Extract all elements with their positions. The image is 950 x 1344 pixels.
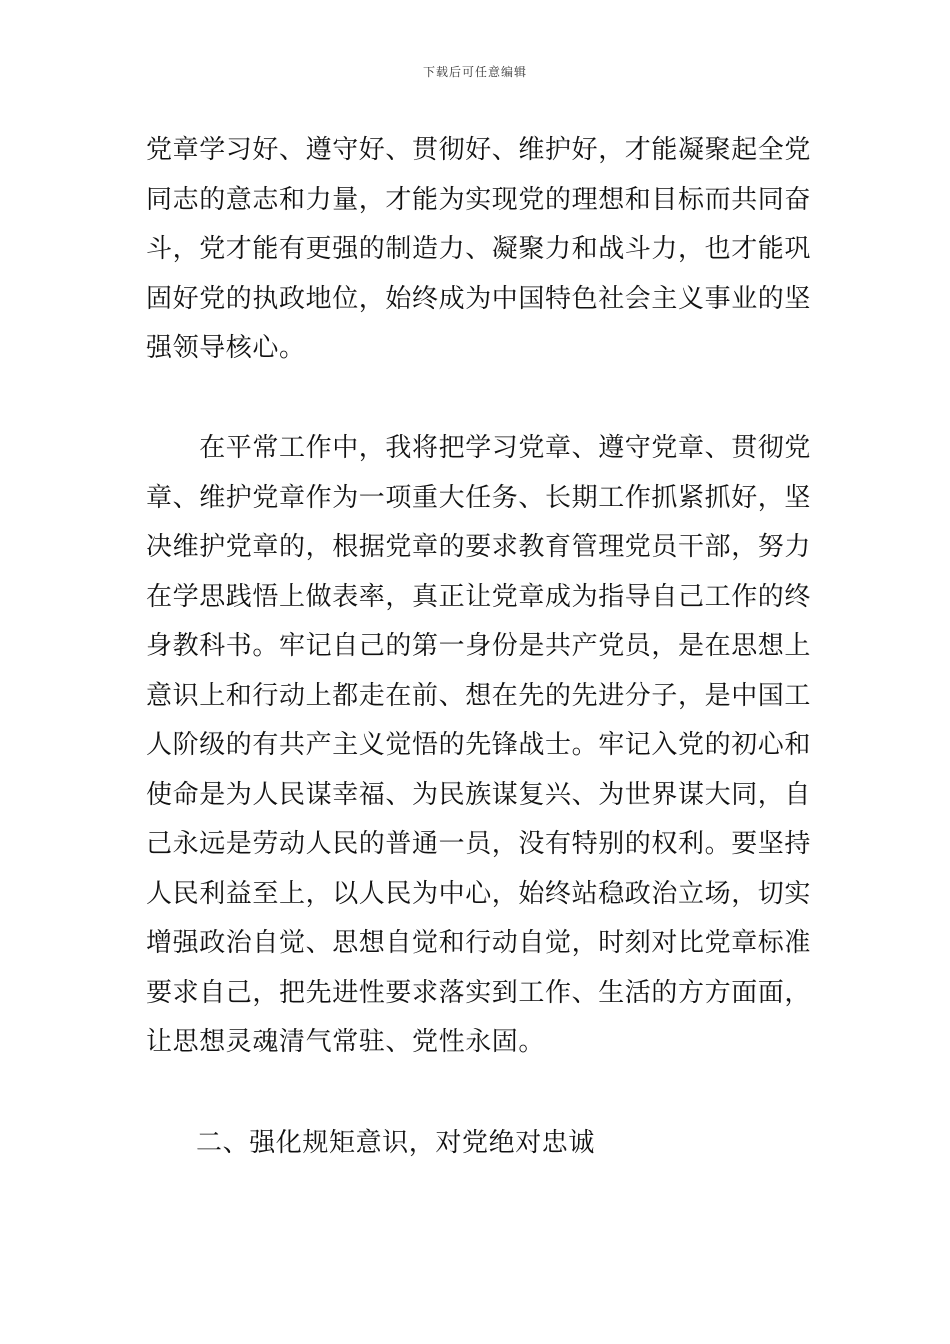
paragraph-line: 决维护党章的，根据党章的要求教育管理党员干部，努力: [146, 532, 812, 562]
paragraph-line: 要求自己，把先进性要求落实到工作、生活的方方面面，: [146, 977, 812, 1008]
paragraph-line: 章、维护党章作为一项重大任务、长期工作抓紧抓好，坚: [146, 482, 812, 513]
paragraph-line: 强领导核心。: [146, 333, 306, 363]
paragraph-line: 在平常工作中，我将把学习党章、遵守党章、贯彻党: [146, 433, 812, 463]
paragraph-line: 斗，党才能有更强的制造力、凝聚力和战斗力，也才能巩: [146, 234, 812, 264]
section-heading: 二、强化规矩意识，对党绝对忠诚: [196, 1128, 596, 1158]
paragraph-2: [146, 424, 812, 1068]
paragraph-line: 人阶级的有共产主义觉悟的先锋战士。牢记入党的初心和: [146, 730, 812, 760]
paragraph-line: 在学思践悟上做表率，真正让党章成为指导自己工作的终: [146, 581, 812, 612]
paragraph-line: 党章学习好、遵守好、贯彻好、维护好，才能凝聚起全党: [146, 135, 812, 165]
paragraph-line: 人民利益至上，以人民为中心，始终站稳政治立场，切实: [146, 878, 812, 909]
page-header: 下载后可任意编辑: [422, 65, 527, 79]
paragraph-line: 意识上和行动上都走在前、想在先的先进分子，是中国工: [146, 680, 812, 711]
paragraph-line: 同志的意志和力量，才能为实现党的理想和目标而共同奋: [146, 184, 812, 215]
paragraph-line: 增强政治自觉、思想自觉和行动自觉，时刻对比党章标准: [146, 928, 812, 958]
paragraph-line: 己永远是劳动人民的普通一员，没有特别的权利。要坚持: [146, 829, 812, 859]
paragraph-line: 身教科书。牢记自己的第一身份是共产党员，是在思想上: [146, 631, 812, 661]
paragraph-line: 让思想灵魂清气常驻、党性永固。: [146, 1027, 546, 1057]
paragraph-line: 使命是为人民谋幸福、为民族谋复兴、为世界谋大同，自: [146, 779, 812, 810]
paragraph-1: [146, 126, 812, 374]
paragraph-line: 固好党的执政地位，始终成为中国特色社会主义事业的坚: [146, 283, 812, 314]
